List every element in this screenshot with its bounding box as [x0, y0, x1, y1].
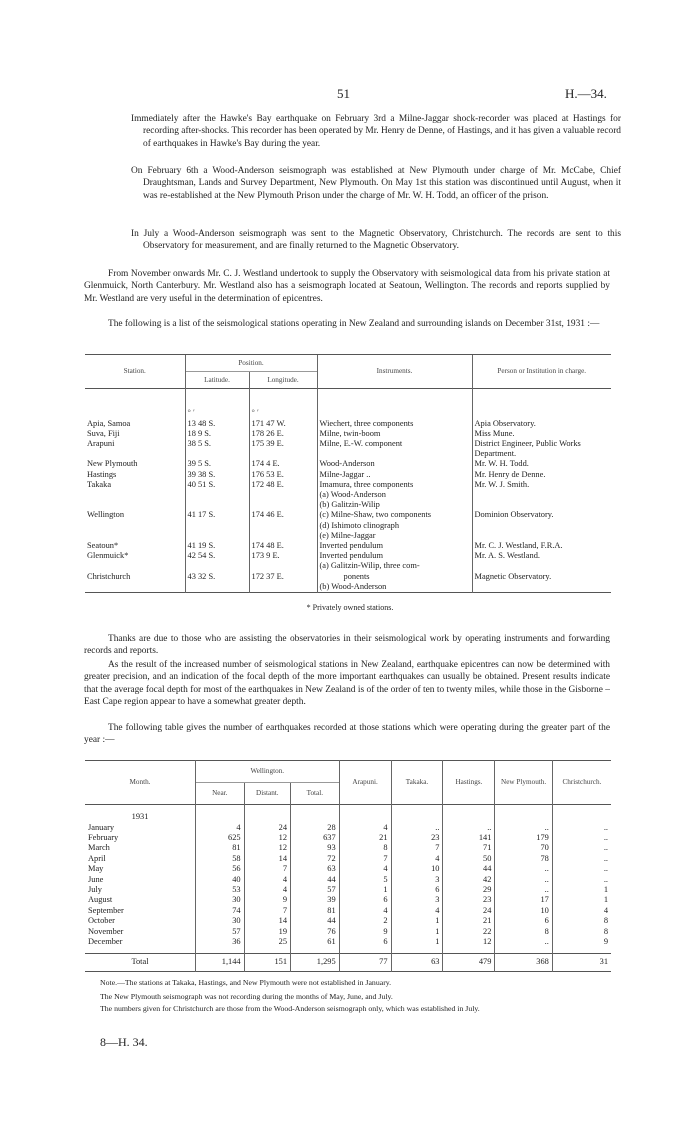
station-instruments: Milne, twin-boom: [317, 429, 472, 439]
month-cell: March: [88, 843, 110, 853]
table-row: [85, 927, 611, 937]
station-row: [85, 480, 611, 490]
station-row: [85, 439, 611, 459]
station-instruments: Milne-Jaggar ..: [317, 470, 472, 480]
earthquake-count-table: [85, 760, 611, 972]
count-hastings: 71: [443, 843, 495, 853]
table-year: 1931: [131, 812, 149, 822]
station-latitude: 43 32 S.: [185, 561, 249, 592]
count-arapuni: 5: [339, 875, 391, 885]
count-new-plymouth: ..: [495, 885, 552, 895]
count-christchurch: ..: [552, 854, 611, 864]
note-new-plymouth: The New Plymouth seismograph was not recording during the months of May, June, and July.: [100, 992, 393, 1001]
station-latitude: 39 5 S.: [185, 459, 249, 469]
instrument-line: ponents: [343, 571, 370, 581]
christchurch-instruments: [317, 561, 472, 592]
header-month: Month.: [129, 778, 151, 787]
count-near: 53: [196, 885, 245, 895]
count-takaka: 10: [391, 864, 443, 874]
table-row: [85, 864, 611, 874]
wellington-instruments: [317, 490, 472, 541]
header-takaka: Takaka.: [391, 761, 443, 805]
count-hastings: 29: [443, 885, 495, 895]
station-name: Wellington: [87, 510, 125, 520]
header-position: Position.: [185, 355, 317, 372]
station-row-wellington: [85, 490, 611, 541]
total-near: 1,144: [196, 953, 245, 971]
month-cell: May: [88, 864, 104, 874]
count-christchurch: ..: [552, 843, 611, 853]
header-wellington: Wellington.: [196, 761, 340, 783]
count-near: 30: [196, 895, 245, 905]
header-person: Person or Institution in charge.: [472, 355, 611, 389]
station-row: [85, 419, 611, 429]
count-total: 44: [291, 875, 340, 885]
total-hastings: 479: [443, 953, 495, 971]
total-takaka: 63: [391, 953, 443, 971]
paragraph-westland: From November onwards Mr. C. J. Westland undertook to supply the Observatory with seismological data from his private station at Glenmuick, North Canterbury. Mr. Westland also has a seismograph located at Seatoun, Wellington. The records and reports supplied by Mr. Westland are very useful in the determination of epicentres.: [84, 269, 610, 304]
count-arapuni: 4: [339, 864, 391, 874]
document-reference: H.—34.: [565, 86, 607, 101]
month-cell: January: [88, 822, 115, 832]
instrument-line: (a) Galitzin-Wilip, three com-: [319, 561, 420, 571]
station-name: Christchurch: [87, 571, 131, 581]
count-takaka: 1: [391, 937, 443, 947]
paragraph-epicentres: As the result of the increased number of seismological stations in New Zealand, earthquake epicentres can now be determined with greater precision, and an indication of the focal depth of the more important earthquakes can usually be obtained. Present results indicate that the average focal depth for most of the earthquakes in New Zealand is of the order of ten to twenty miles, while those in the Gisborne – East Cape region appear to have a somewhat greater depth.: [84, 660, 610, 708]
station-person: Mr. W. J. Smith.: [472, 480, 611, 490]
paragraph-station-list-intro: The following is a list of the seismological stations operating in New Zealand and surrounding islands on December 31st, 1931 :—: [108, 319, 600, 329]
station-instruments: Wood-Anderson: [317, 459, 472, 469]
header-total: Total.: [291, 783, 340, 805]
instrument-line: (e) Milne-Jaggar: [319, 530, 376, 540]
header-distant: Distant.: [244, 783, 290, 805]
count-total: 76: [291, 927, 340, 937]
count-takaka: 1: [391, 927, 443, 937]
count-christchurch: 8: [552, 916, 611, 926]
count-christchurch: ..: [552, 823, 611, 833]
month-cell: July: [88, 884, 102, 894]
instrument-line: (a) Wood-Anderson: [319, 489, 386, 499]
count-distant: 14: [244, 854, 290, 864]
station-instruments: Inverted pendulum: [317, 541, 472, 551]
count-distant: 7: [244, 906, 290, 916]
count-total: 81: [291, 906, 340, 916]
station-longitude: 172 48 E.: [249, 480, 317, 490]
count-hastings: ..: [443, 823, 495, 833]
count-christchurch: ..: [552, 864, 611, 874]
station-person: Apia Observatory.: [472, 419, 611, 429]
count-total: 44: [291, 916, 340, 926]
count-hastings: 141: [443, 833, 495, 843]
station-name: Suva, Fiji: [87, 428, 120, 438]
count-distant: 19: [244, 927, 290, 937]
station-latitude: 18 9 S.: [185, 429, 249, 439]
station-person: Magnetic Observatory.: [472, 561, 611, 592]
station-longitude: 174 48 E.: [249, 541, 317, 551]
count-near: 57: [196, 927, 245, 937]
paragraph-hastings: Immediately after the Hawke's Bay earthquake on February 3rd a Milne-Jaggar shock-recorder was placed at Hastings for recording after-shocks. This recorder has been operated by Mr. Henry de Denne, of Hastings, and it has given a valuable record of earthquakes in Hawke's Bay during the year.: [131, 114, 621, 149]
count-new-plymouth: ..: [495, 823, 552, 833]
station-name: Seatoun*: [87, 540, 119, 550]
paragraph-table-intro: The following table gives the number of earthquakes recorded at those stations which were operating during the greater part of the year :—: [84, 723, 610, 746]
header-longitude: Longitude.: [249, 372, 317, 389]
count-arapuni: 6: [339, 937, 391, 947]
count-new-plymouth: ..: [495, 875, 552, 885]
header-instruments: Instruments.: [317, 355, 472, 389]
station-person: Mr. C. J. Westland, F.R.A.: [472, 541, 611, 551]
month-cell: April: [88, 853, 106, 863]
count-hastings: 24: [443, 906, 495, 916]
count-distant: 24: [244, 823, 290, 833]
count-near: 625: [196, 833, 245, 843]
count-arapuni: 7: [339, 854, 391, 864]
table-row: [85, 895, 611, 905]
count-distant: 7: [244, 864, 290, 874]
table-row: [85, 823, 611, 833]
count-christchurch: 1: [552, 885, 611, 895]
count-total: 61: [291, 937, 340, 947]
count-near: 58: [196, 854, 245, 864]
count-takaka: 6: [391, 885, 443, 895]
count-takaka: 7: [391, 843, 443, 853]
station-longitude: 174 4 E.: [249, 459, 317, 469]
station-row: [85, 551, 611, 561]
count-distant: 25: [244, 937, 290, 947]
count-near: 36: [196, 937, 245, 947]
station-longitude: 178 26 E.: [249, 429, 317, 439]
count-new-plymouth: ..: [495, 864, 552, 874]
table-row: [85, 885, 611, 895]
count-hastings: 12: [443, 937, 495, 947]
station-longitude: 174 46 E.: [249, 490, 317, 541]
count-arapuni: 9: [339, 927, 391, 937]
latitude-units: ° ′: [185, 389, 249, 419]
header-christchurch: Christchurch.: [552, 761, 611, 805]
count-new-plymouth: 70: [495, 843, 552, 853]
station-person: Dominion Observatory.: [472, 490, 611, 541]
count-near: 4: [196, 823, 245, 833]
count-christchurch: 8: [552, 927, 611, 937]
count-takaka: 3: [391, 875, 443, 885]
count-arapuni: 4: [339, 906, 391, 916]
station-longitude: 173 9 E.: [249, 551, 317, 561]
count-new-plymouth: 6: [495, 916, 552, 926]
month-cell: February: [88, 832, 119, 842]
count-hastings: 22: [443, 927, 495, 937]
header-hastings: Hastings.: [443, 761, 495, 805]
count-near: 40: [196, 875, 245, 885]
count-christchurch: 9: [552, 937, 611, 947]
station-latitude: 41 17 S.: [185, 490, 249, 541]
count-near: 74: [196, 906, 245, 916]
count-total: 72: [291, 854, 340, 864]
count-takaka: 1: [391, 916, 443, 926]
month-cell: December: [88, 936, 123, 946]
totals-row: [85, 953, 611, 971]
month-cell: October: [88, 916, 115, 926]
count-near: 56: [196, 864, 245, 874]
station-row-christchurch: [85, 561, 611, 592]
table-row: [85, 916, 611, 926]
count-new-plymouth: 179: [495, 833, 552, 843]
station-person: Mr. W. H. Todd.: [472, 459, 611, 469]
count-takaka: 3: [391, 895, 443, 905]
station-latitude: 40 51 S.: [185, 480, 249, 490]
paragraph-new-plymouth: On February 6th a Wood-Anderson seismograph was established at New Plymouth under charge of Mr. McCabe, Chief Draughtsman, Lands and Survey Department, New Plymouth. On May 1st this station was discontinued until August, when it was re-established at the New Plymouth Prison under the charge of Mr. W. H. Todd, an officer of the prison.: [131, 166, 621, 201]
count-total: 63: [291, 864, 340, 874]
count-hastings: 23: [443, 895, 495, 905]
paragraph-christchurch: In July a Wood-Anderson seismograph was sent to the Magnetic Observatory, Christchurch. The records are sent to this Observatory for measurement, and are finally returned to the Magnetic Observatory.: [131, 229, 621, 252]
header-near: Near.: [196, 783, 245, 805]
count-new-plymouth: 17: [495, 895, 552, 905]
count-total: 39: [291, 895, 340, 905]
count-new-plymouth: 78: [495, 854, 552, 864]
table-row: [85, 906, 611, 916]
count-arapuni: 1: [339, 885, 391, 895]
table-row: [85, 937, 611, 947]
longitude-units: ° ′: [249, 389, 317, 419]
count-christchurch: ..: [552, 875, 611, 885]
station-longitude: 172 37 E.: [249, 561, 317, 592]
count-arapuni: 21: [339, 833, 391, 843]
station-instruments: Inverted pendulum: [317, 551, 472, 561]
header-latitude: Latitude.: [185, 372, 249, 389]
station-name: New Plymouth: [87, 459, 138, 469]
instrument-line: (b) Wood-Anderson: [319, 581, 387, 591]
table-row: [85, 843, 611, 853]
station-row: [85, 541, 611, 551]
count-distant: 4: [244, 885, 290, 895]
station-row: [85, 459, 611, 469]
total-total: 1,295: [291, 953, 340, 971]
count-takaka: 4: [391, 906, 443, 916]
station-name: Arapuni: [87, 438, 115, 448]
instrument-line: (c) Milne-Shaw, two components: [319, 510, 432, 520]
count-new-plymouth: 10: [495, 906, 552, 916]
station-person: Mr. Henry de Denne.: [472, 470, 611, 480]
month-cell: November: [88, 926, 124, 936]
count-arapuni: 4: [339, 823, 391, 833]
count-hastings: 21: [443, 916, 495, 926]
station-latitude: 13 48 S.: [185, 419, 249, 429]
header-arapuni: Arapuni.: [339, 761, 391, 805]
note-christchurch: The numbers given for Christchurch are those from the Wood-Anderson seismograph only, which was established in July.: [100, 1004, 480, 1013]
page-signature: 8—H. 34.: [100, 1035, 148, 1049]
station-person: Miss Mune.: [472, 429, 611, 439]
month-cell: September: [88, 905, 124, 915]
station-person: District Engineer, Public Works Department.: [472, 439, 611, 459]
station-instruments: Milne, E.-W. component: [317, 439, 472, 459]
station-name: Glenmuick*: [87, 551, 129, 561]
table-row: [85, 875, 611, 885]
station-latitude: 39 38 S.: [185, 470, 249, 480]
station-instruments: Imamura, three components: [317, 480, 472, 490]
count-takaka: ..: [391, 823, 443, 833]
count-hastings: 42: [443, 875, 495, 885]
station-row: [85, 470, 611, 480]
instrument-line: (b) Galitzin-Wilip: [319, 500, 380, 510]
header-new-plymouth: New Plymouth.: [495, 761, 552, 805]
station-latitude: 42 54 S.: [185, 551, 249, 561]
table-row: [85, 854, 611, 864]
count-distant: 4: [244, 875, 290, 885]
earthquake-rows: [85, 823, 611, 948]
count-arapuni: 6: [339, 895, 391, 905]
paragraph-thanks: Thanks are due to those who are assisting the observatories in their seismological work by operating instruments and forwarding records and reports.: [84, 634, 610, 657]
count-takaka: 23: [391, 833, 443, 843]
count-distant: 12: [244, 843, 290, 853]
station-longitude: 176 53 E.: [249, 470, 317, 480]
station-instruments: Wiechert, three components: [317, 419, 472, 429]
header-station: Station.: [85, 355, 185, 389]
count-christchurch: 4: [552, 906, 611, 916]
count-near: 30: [196, 916, 245, 926]
month-cell: August: [88, 895, 113, 905]
count-arapuni: 8: [339, 843, 391, 853]
station-name: Takaka: [87, 479, 112, 489]
count-distant: 12: [244, 833, 290, 843]
count-total: 93: [291, 843, 340, 853]
stations-table: [85, 354, 611, 593]
count-new-plymouth: 8: [495, 927, 552, 937]
instrument-line: (d) Ishimoto clinograph: [319, 520, 400, 530]
count-christchurch: ..: [552, 833, 611, 843]
total-new-plymouth: 368: [495, 953, 552, 971]
count-distant: 9: [244, 895, 290, 905]
station-row: [85, 429, 611, 439]
station-name: Hastings: [87, 469, 117, 479]
count-hastings: 50: [443, 854, 495, 864]
total-arapuni: 77: [339, 953, 391, 971]
count-total: 28: [291, 823, 340, 833]
station-name: Apia, Samoa: [87, 418, 131, 428]
count-takaka: 4: [391, 854, 443, 864]
count-arapuni: 2: [339, 916, 391, 926]
count-total: 637: [291, 833, 340, 843]
total-christchurch: 31: [552, 953, 611, 971]
count-near: 81: [196, 843, 245, 853]
station-longitude: 171 47 W.: [249, 419, 317, 429]
table-row: [85, 833, 611, 843]
totals-label: Total: [131, 957, 149, 967]
count-new-plymouth: ..: [495, 937, 552, 947]
stations-footnote: * Privately owned stations.: [306, 603, 394, 612]
page-number: 51: [337, 86, 350, 101]
count-christchurch: 1: [552, 895, 611, 905]
count-distant: 14: [244, 916, 290, 926]
station-longitude: 175 39 E.: [249, 439, 317, 459]
count-hastings: 44: [443, 864, 495, 874]
station-latitude: 41 19 S.: [185, 541, 249, 551]
total-distant: 151: [244, 953, 290, 971]
month-cell: June: [88, 874, 104, 884]
note-stations: Note.—The stations at Takaka, Hastings, and New Plymouth were not established in January.: [100, 978, 392, 987]
station-person: Mr. A. S. Westland.: [472, 551, 611, 561]
count-total: 57: [291, 885, 340, 895]
station-latitude: 38 5 S.: [185, 439, 249, 459]
